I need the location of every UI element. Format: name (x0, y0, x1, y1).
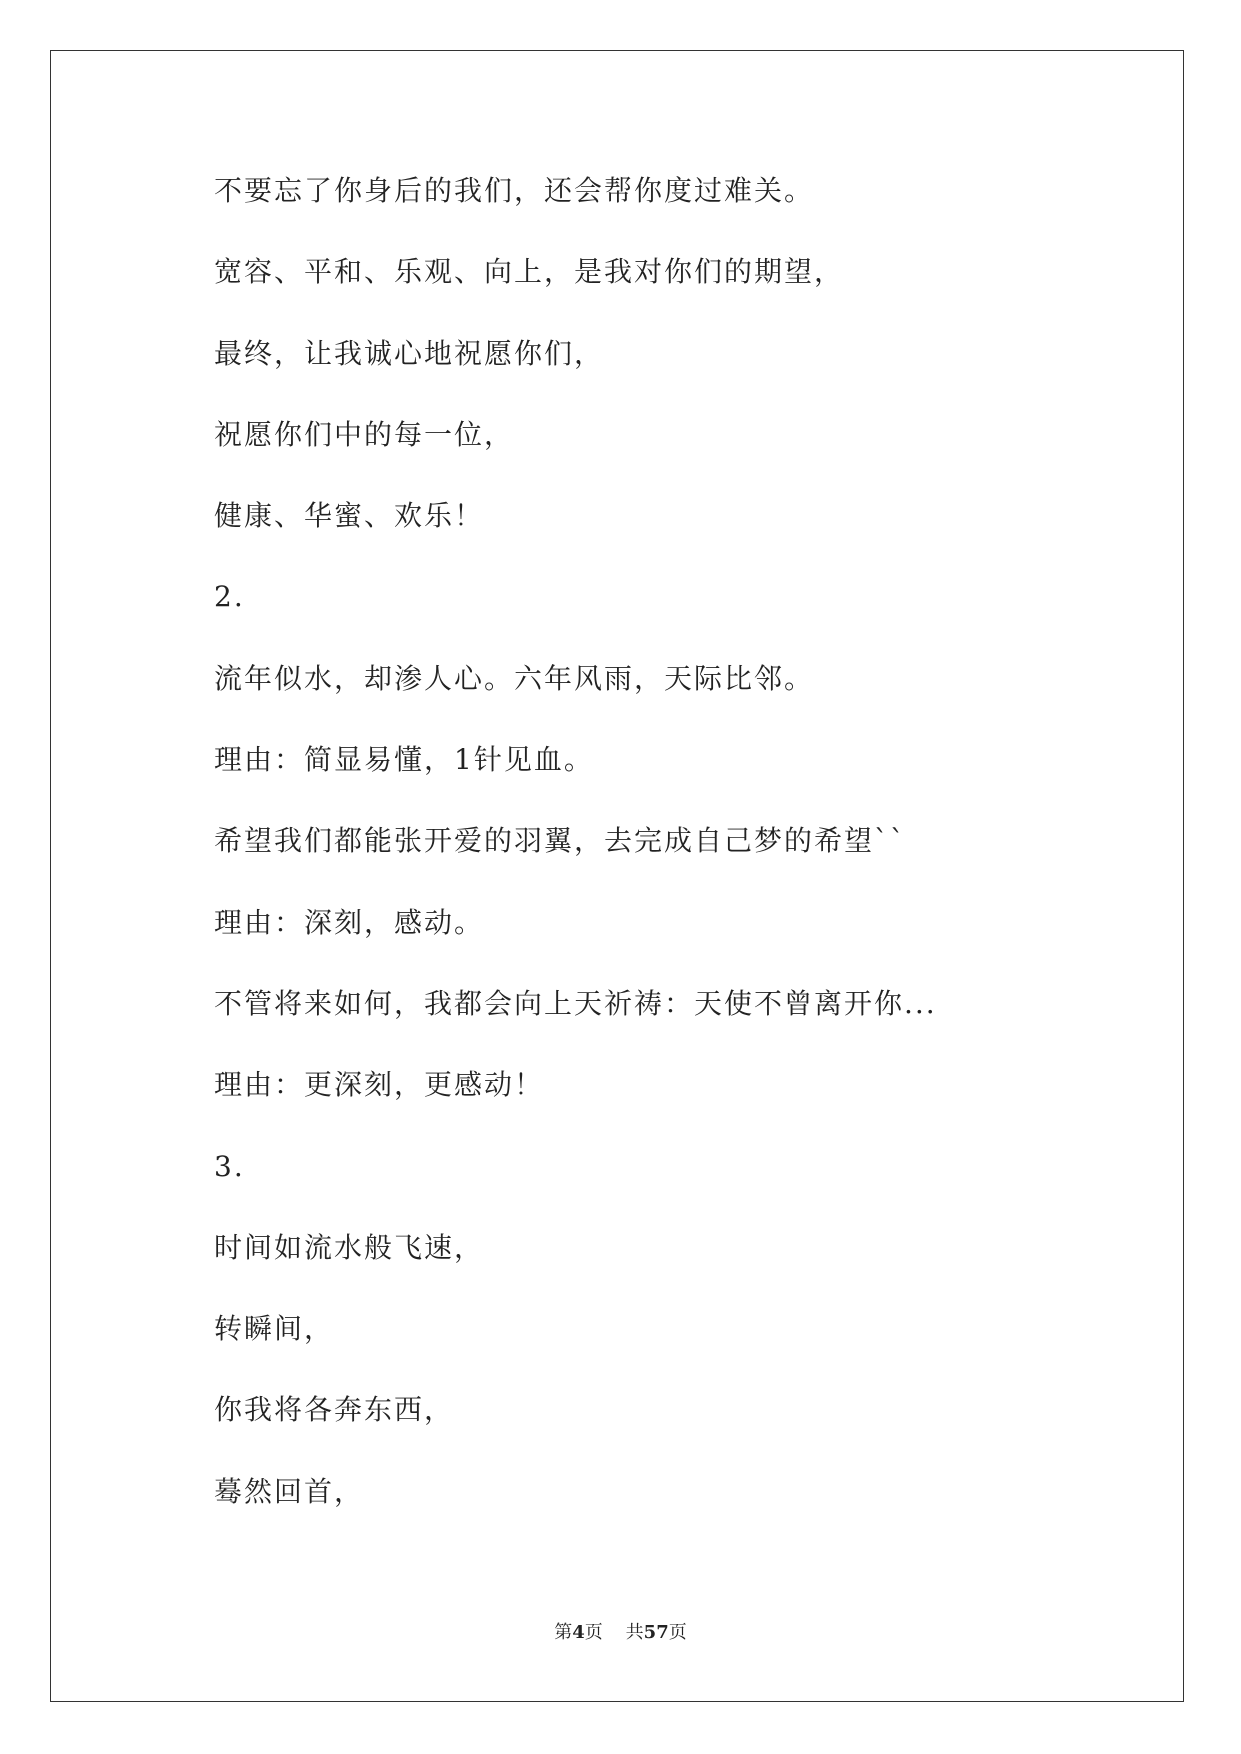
section-number: 3. (214, 1149, 245, 1183)
text-line: 理由：更深刻，更感动！ (214, 1068, 545, 1102)
document-body (214, 166, 1114, 1548)
text-line: 理由：简显易懂，1针见血。 (214, 743, 594, 777)
section-number: 2. (214, 580, 245, 614)
text-line: 流年似水，却渗人心。六年风雨，天际比邻。 (214, 661, 815, 695)
text-line: 宽容、平和、乐观、向上，是我对你们的期望， (214, 255, 845, 289)
text-line: 转瞬间， (214, 1312, 335, 1346)
footer-total-suffix: 页 (668, 1622, 687, 1643)
text-line: 时间如流水般飞速， (214, 1230, 485, 1264)
text-line: 你我将各奔东西， (214, 1393, 455, 1427)
text-line: 健康、华蜜、欢乐！ (214, 499, 485, 533)
current-page-number: 4 (572, 1622, 585, 1643)
text-line: 不管将来如何，我都会向上天祈祷：天使不曾离开你... (214, 986, 937, 1020)
footer-total-prefix: 共 (625, 1622, 644, 1643)
text-line: 希望我们都能张开爱的羽翼，去完成自己梦的希望`` (214, 824, 907, 858)
footer-page-suffix: 页 (584, 1622, 603, 1643)
page-footer (0, 1618, 1241, 1644)
text-line: 蓦然回首， (214, 1474, 365, 1508)
text-line: 最终，让我诚心地祝愿你们， (214, 336, 605, 370)
text-line: 祝愿你们中的每一位， (214, 417, 515, 451)
total-pages-number: 57 (643, 1622, 669, 1643)
text-line: 不要忘了你身后的我们，还会帮你度过难关。 (214, 174, 815, 207)
text-line: 理由：深刻，感动。 (214, 905, 485, 939)
footer-prefix: 第 (554, 1622, 573, 1643)
